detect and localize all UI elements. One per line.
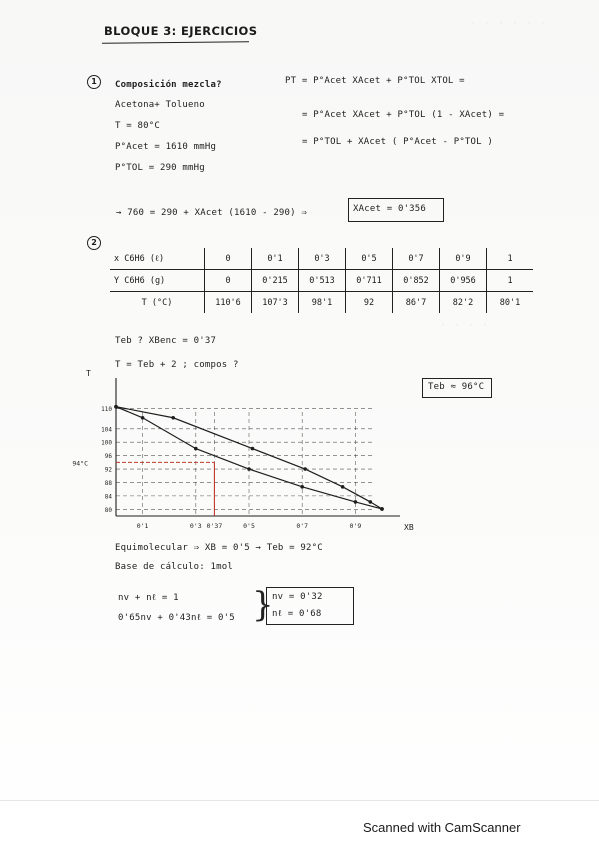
y-tick-label: 80 [104, 506, 112, 514]
ex1-p-tol: P°TOL = 290 mmHg [115, 163, 205, 173]
ex1-equation-3: = P°TOL + XAcet ( P°Acet - P°TOL ) [302, 137, 494, 147]
table-cell: 0'215 [252, 270, 299, 292]
data-point [171, 416, 175, 420]
equimolecular-note: Equimolecular ⇒ XB = 0'5 → Teb = 92°C [115, 543, 323, 553]
x-tick-label: 0'3 [189, 522, 202, 530]
page-title: BLOQUE 3: EJERCICIOS [104, 24, 258, 38]
bleed-through: · · · · · · [470, 18, 548, 29]
table-cell: 0'852 [393, 270, 440, 292]
x-tick-label: 0'9 [349, 522, 362, 530]
data-point [354, 500, 358, 504]
y-tick-label: 84 [104, 493, 112, 501]
table-cell: 80'1 [487, 292, 534, 314]
data-point [194, 447, 198, 451]
table-row-label: Y C6H6 (g) [110, 270, 205, 292]
system-result-1: nv = 0'32 [272, 592, 323, 602]
ex1-result-equation: → 760 = 290 + XAcet (1610 - 290) ⇒ [116, 208, 308, 218]
table-cell: 0'1 [252, 248, 299, 270]
data-point [247, 467, 251, 471]
data-point [300, 485, 304, 489]
table-cell: 0 [205, 270, 252, 292]
exercise-1-number: 1 [87, 75, 101, 89]
x-tick-label: 0'7 [296, 522, 309, 530]
table-cell: 92 [346, 292, 393, 314]
table-cell: 0'5 [346, 248, 393, 270]
y-tick-label: 96 [104, 453, 112, 461]
ex1-equation-2: = P°Acet XAcet + P°TOL (1 - XAcet) = [302, 110, 505, 120]
table-cell: 110'6 [205, 292, 252, 314]
teb-question: Teb ? XBenc = 0'37 [115, 336, 217, 346]
exercise-2-number: 2 [87, 236, 101, 250]
ex1-equation-1: PT = P°Acet XAcet + P°TOL XTOL = [285, 76, 465, 86]
curly-brace: } [252, 585, 274, 625]
table-cell: 0'9 [440, 248, 487, 270]
data-point [368, 500, 372, 504]
system-equation-2: 0'65nv + 0'43nℓ = 0'5 [118, 613, 235, 623]
y-tick-label: 88 [104, 479, 112, 487]
table-cell: 0'3 [299, 248, 346, 270]
data-point [114, 405, 118, 409]
data-point [341, 485, 345, 489]
table-row-label: x C6H6 (ℓ) [110, 248, 205, 270]
t-question: T = Teb + 2 ; compos ? [115, 360, 239, 370]
x-axis-label: XB [404, 523, 414, 532]
data-point [251, 447, 255, 451]
table-cell: 0'711 [346, 270, 393, 292]
y-axis-label: T [86, 369, 91, 378]
table-cell: 1 [487, 248, 534, 270]
ex1-question: Composición mezcla? [115, 80, 222, 90]
table-cell: 98'1 [299, 292, 346, 314]
table-cell: 1 [487, 270, 534, 292]
system-result-2: nℓ = 0'68 [272, 609, 322, 619]
ex1-mixture: Acetona+ Tolueno [115, 100, 205, 110]
table-cell: 82'2 [440, 292, 487, 314]
teb-answer: Teb ≈ 96°C [428, 382, 485, 392]
data-point [141, 416, 145, 420]
scanner-watermark: Scanned with CamScanner [363, 820, 521, 835]
system-equation-1: nv + nℓ = 1 [118, 593, 179, 603]
table-cell: 0'513 [299, 270, 346, 292]
bleed-through: · · · · [440, 320, 490, 331]
table-cell: 0'7 [393, 248, 440, 270]
x-tick-label: 0'37 [206, 522, 223, 530]
ex1-temperature: T = 80°C [115, 121, 160, 131]
ex1-p-acet: P°Acet = 1610 mmHg [115, 142, 217, 152]
y-tick-label: 104 [101, 426, 112, 434]
y-extra-label: 94°C [72, 459, 88, 468]
x-tick-label: 0'1 [136, 522, 149, 530]
table-cell: 0 [205, 248, 252, 270]
data-point [303, 467, 307, 471]
table-cell: 107'3 [252, 292, 299, 314]
y-tick-label: 110 [101, 406, 112, 414]
table-row-label: T (°C) [141, 297, 173, 308]
table-cell: 86'7 [393, 292, 440, 314]
x-tick-label: 0'5 [243, 522, 255, 530]
y-tick-label: 100 [101, 439, 112, 447]
table-cell: 0'956 [440, 270, 487, 292]
y-tick-label: 92 [104, 466, 112, 474]
calculation-base: Base de cálculo: 1mol [115, 562, 233, 572]
data-point [380, 507, 384, 511]
ex1-result: XAcet = 0'356 [353, 204, 427, 214]
